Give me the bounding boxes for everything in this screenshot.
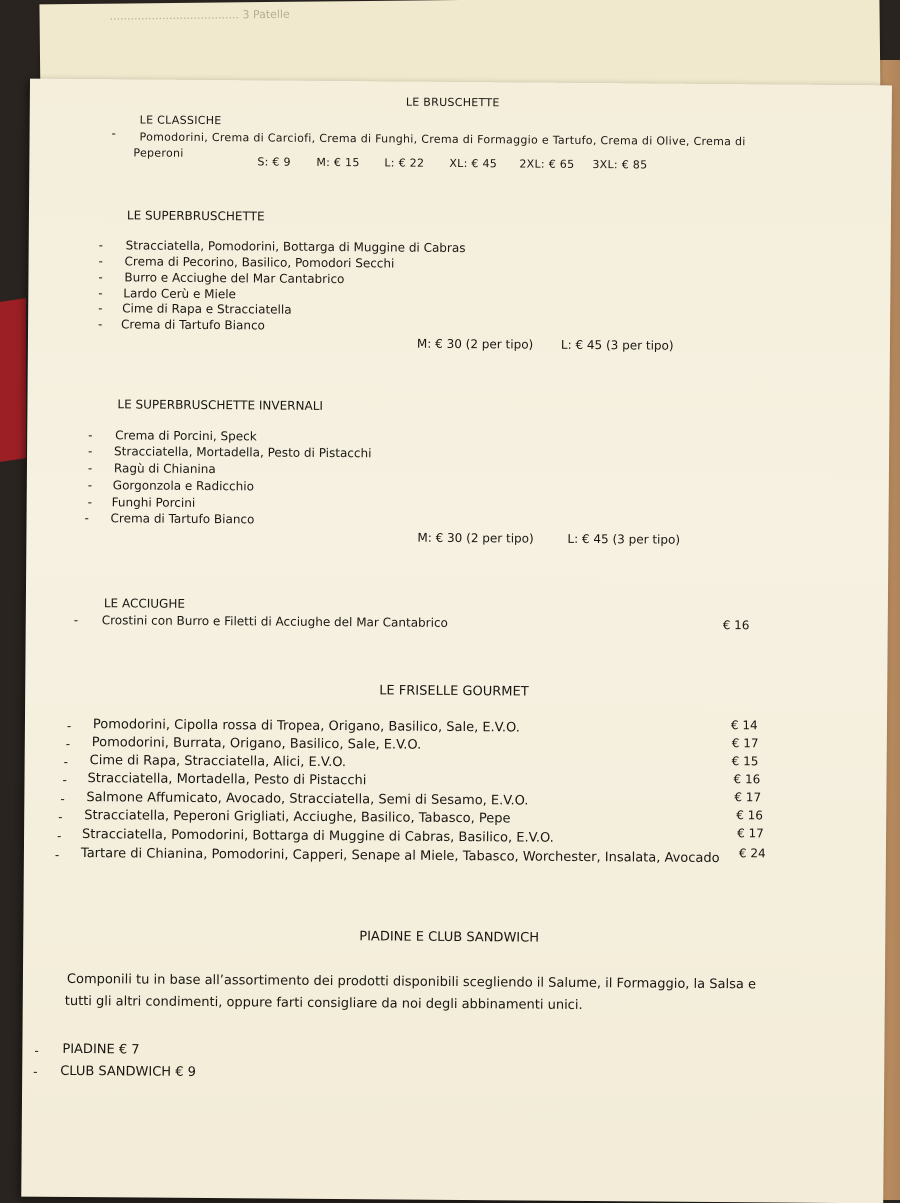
invernali-item: Crema di Tartufo Bianco [110,511,255,527]
size-s: S: € 9 [257,155,291,169]
bullet-dash: - [60,791,65,806]
invernali-price-m: M: € 30 (2 per tipo) [417,530,534,546]
friselle-item: Stracciatella, Mortadella, Pesto di Pistacchi [87,771,367,789]
friselle-price: € 16 [736,808,764,823]
bullet-dash: - [98,270,103,285]
acciughe-price: € 16 [722,618,750,633]
friselle-price: € 24 [738,846,766,861]
friselle-price: € 17 [731,736,759,751]
bullet-dash: - [88,444,93,459]
invernali-item: Ragù di Chianina [113,461,216,477]
bullet-dash: - [98,301,103,316]
bullet-dash: - [87,478,93,493]
superbruschette-item: Cime di Rapa e Stracciatella [122,301,292,317]
bullet-dash: - [87,495,93,510]
piadine-heading: PIADINE E CLUB SANDWICH [359,929,540,946]
friselle-price: € 15 [731,754,759,769]
acciughe-heading: LE ACCIUGHE [103,596,186,611]
classiche-heading: LE CLASSICHE [139,113,222,128]
bullet-dash: - [111,126,116,141]
size-xl: XL: € 45 [449,156,498,171]
classiche-items-line2: Peperoni [133,146,184,160]
bullet-dash: - [58,809,63,824]
friselle-item: Pomodorini, Burrata, Origano, Basilico, Sale, E.V.O. [91,735,422,753]
friselle-item: Tartare di Chianina, Pomodorini, Capperi, Senape al Miele, Tabasco, Worchester, Insalata, Avocado [80,846,720,867]
bullet-dash: - [87,461,93,476]
friselle-price: € 16 [733,772,761,787]
red-object [0,298,26,462]
menu-page [21,79,892,1203]
friselle-item: Pomodorini, Cipolla rossa di Tropea, Origano, Basilico, Sale, E.V.O. [92,717,520,736]
size-3xl: 3XL: € 85 [592,158,648,172]
superbruschette-price-m: M: € 30 (2 per tipo) [416,336,534,352]
size-l: L: € 22 [384,156,425,170]
superbruschette-item: Crema di Tartufo Bianco [121,317,265,333]
friselle-item: Stracciatella, Peperoni Grigliati, Acciughe, Basilico, Tabasco, Pepe [84,808,511,827]
bullet-dash: - [88,428,93,443]
classiche-items-line1: Pomodorini, Crema di Carciofi, Crema di Funghi, Crema di Formaggio e Tartufo, Crema di Olive, Crema di [139,130,746,149]
superbruschette-item: Stracciatella, Pomodorini, Bottarga di Muggine di Cabras [125,238,466,256]
friselle-price: € 17 [737,826,764,841]
piadine-price: PIADINE € 7 [62,1041,140,1058]
bullet-dash: - [84,511,89,526]
bullet-dash: - [73,612,79,628]
bruschette-heading: LE BRUSCHETTE [405,95,500,110]
bullet-dash: - [57,828,62,843]
bullet-dash: - [98,317,103,332]
superbruschette-item: Burro e Acciughe del Mar Cantabrico [124,270,345,287]
superbruschette-item: Crema di Pecorino, Basilico, Pomodori Secchi [124,254,395,271]
piadine-description-line2: tutti gli altri condimenti, oppure farti consigliare da noi degli abbinamenti unici. [64,993,583,1013]
piadine-description-line1: Componili tu in base all’assortimento dei prodotti disponibili scegliendo il Salume, il Formaggio, la Salsa e [66,971,757,993]
bullet-dash: - [34,1043,39,1058]
superbruschette-heading: LE SUPERBRUSCHETTE [126,208,265,224]
superbruschette-price-l: L: € 45 (3 per tipo) [560,337,674,353]
bullet-dash: - [98,238,104,253]
bullet-dash: - [33,1064,38,1079]
invernali-heading: LE SUPERBRUSCHETTE INVERNALI [117,397,324,413]
bullet-dash: - [63,754,69,769]
acciughe-item: Crostini con Burro e Filetti di Acciughe del Mar Cantabrico [101,613,448,630]
invernali-price-l: L: € 45 (3 per tipo) [567,531,681,547]
invernali-item: Stracciatella, Mortadella, Pesto di Pistacchi [114,444,372,461]
bullet-dash: - [54,847,60,862]
club-sandwich-price: CLUB SANDWICH € 9 [60,1063,196,1080]
invernali-item: Gorgonzola e Radicchio [112,478,254,494]
bullet-dash: - [98,286,103,301]
invernali-item: Funghi Porcini [111,495,196,510]
friselle-price: € 17 [734,790,762,805]
bullet-dash: - [66,718,72,733]
friselle-item: Stracciatella, Pomodorini, Bottarga di Muggine di Cabras, Basilico, E.V.O. [82,827,554,846]
friselle-heading: LE FRISELLE GOURMET [379,683,529,700]
size-m: M: € 15 [316,155,360,170]
friselle-price: € 14 [730,718,758,733]
size-2xl: 2XL: € 65 [519,157,575,171]
backpage-text: ..................................... 3 Patelle [109,7,290,23]
bullet-dash: - [65,736,71,751]
bullet-dash: - [62,772,67,787]
superbruschette-item: Lardo Cerù e Miele [123,286,237,302]
friselle-item: Salmone Affumicato, Avocado, Stracciatella, Semi di Sesamo, E.V.O. [86,790,529,809]
invernali-item: Crema di Porcini, Speck [115,428,257,444]
friselle-item: Cime di Rapa, Stracciatella, Alici, E.V.O. [89,753,347,771]
bullet-dash: - [98,254,103,269]
